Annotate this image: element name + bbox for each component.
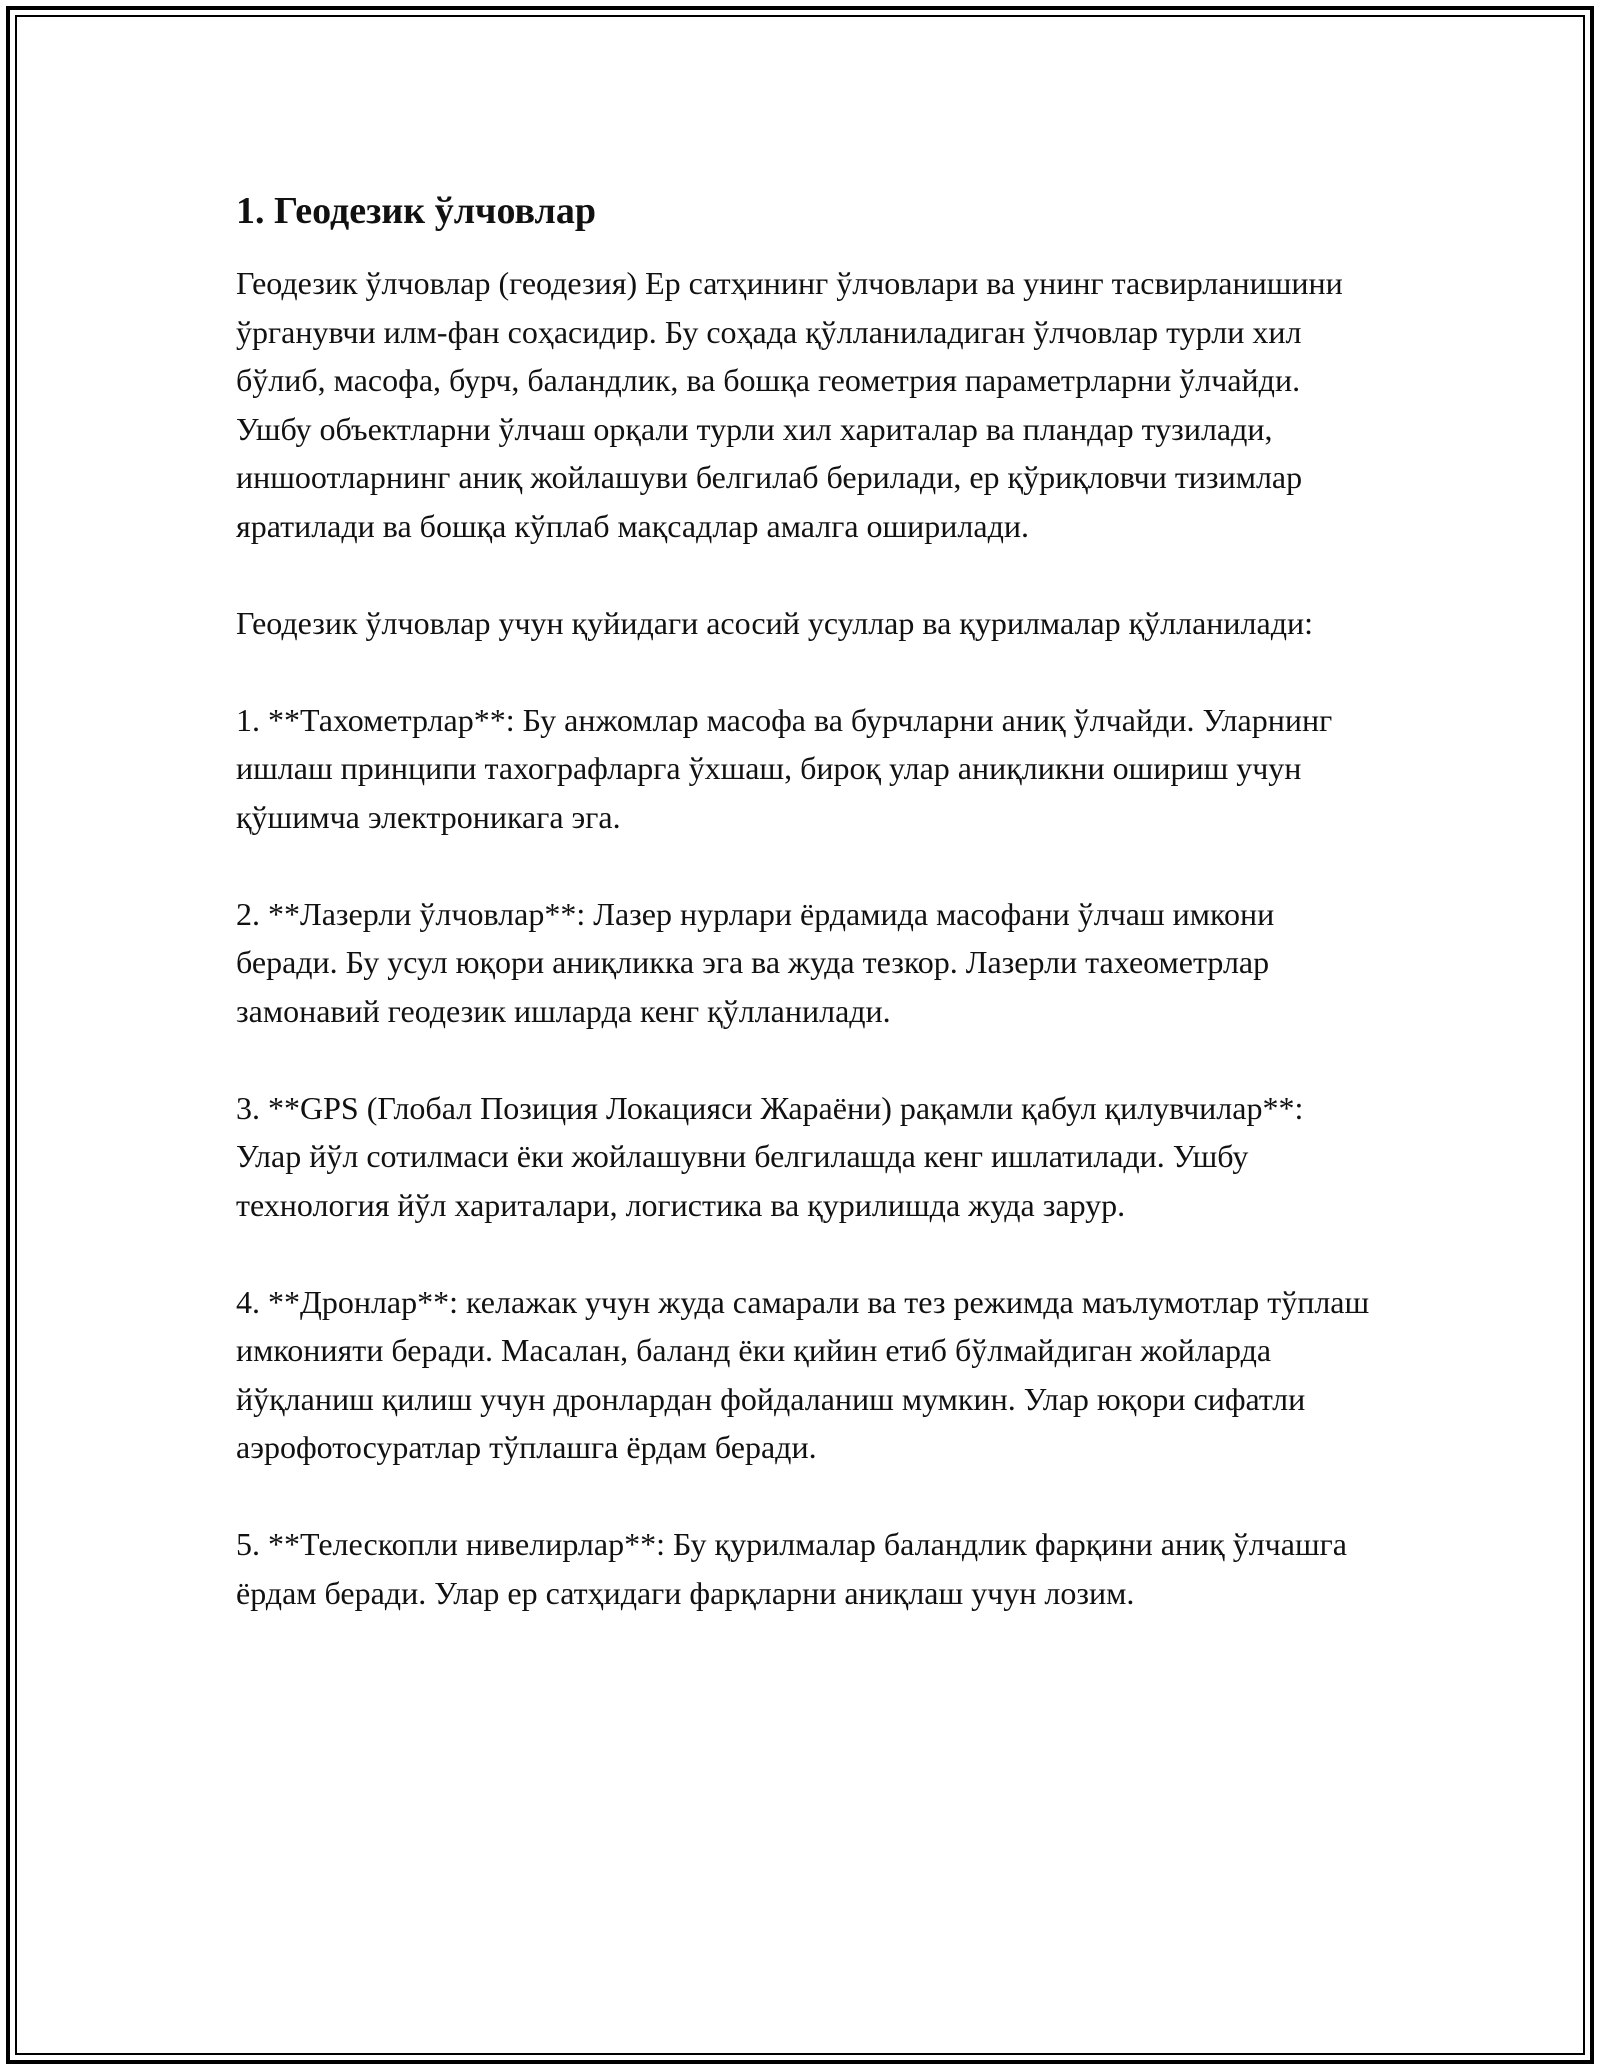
document-body [236,187,1376,1666]
list-item-gps-receivers: 3. **GPS (Глобал Позиция Локацияси Жараёни) рақамли қабул қилувчилар**: Улар йўл сотилмаси ёки жойлашувни белгилашда кенг ишлатилади. Ушбу технология йўл хариталари, логистика ва қурилишда жуда зарур. [236,1089,1304,1223]
list-item-tachometers: 1. **Тахометрлар**: Бу анжомлар масофа ва бурчларни аниқ ўлчайди. Уларнинг ишлаш принципи тахографларга ўхшаш, бироқ улар аниқликни ошириш учун қўшимча электроникага эга. [236,701,1333,835]
list-item-telescopic-levels: 5. **Телескопли нивелирлар**: Бу қурилмалар баландлик фарқини аниқ ўлчашга ёрдам беради. Улар ер сатҳидаги фарқларни аниқлаш учун лозим. [236,1526,1347,1611]
list-item-drones: 4. **Дронлар**: келажак учун жуда самарали ва тез режимда маълумотлар тўплаш имконияти беради. Масалан, баланд ёки қийин етиб бўлмайдиган жойларда йўқланиш қилиш учун дронлардан фойдаланиш мумкин. Улар юқори сифатли аэрофотосуратлар тўплашга ёрдам беради. [236,1283,1370,1465]
paragraph-intro: Геодезик ўлчовлар (геодезия) Ер сатҳининг ўлчовлари ва унинг тасвирланишини ўрганувчи илм-фан соҳасидир. Бу соҳада қўлланиладиган ўлчовлар турли хил бўлиб, масофа, бурч, баландлик, ва бошқа геометрия параметрларни ўлчайди. Ушбу объектларни ўлчаш орқали турли хил хариталар ва пландар тузилади, иншоотларнинг аниқ жойлашуви белгилаб берилади, ер қўриқловчи тизимлар яратилади ва бошқа кўплаб мақсадлар амалга оширилади. [236,265,1343,544]
list-item-laser-measurements: 2. **Лазерли ўлчовлар**: Лазер нурлари ёрдамида масофани ўлчаш имкони беради. Бу усул юқори аниқликка эга ва жуда тезкор. Лазерли тахеометрлар замонавий геодезик ишларда кенг қўлланилади. [236,895,1275,1029]
paragraph-methods-intro: Геодезик ўлчовлар учун қуйидаги асосий усуллар ва қурилмалар қўлланилади: [236,604,1313,641]
section-heading: 1. Геодезик ўлчовлар [236,190,596,232]
